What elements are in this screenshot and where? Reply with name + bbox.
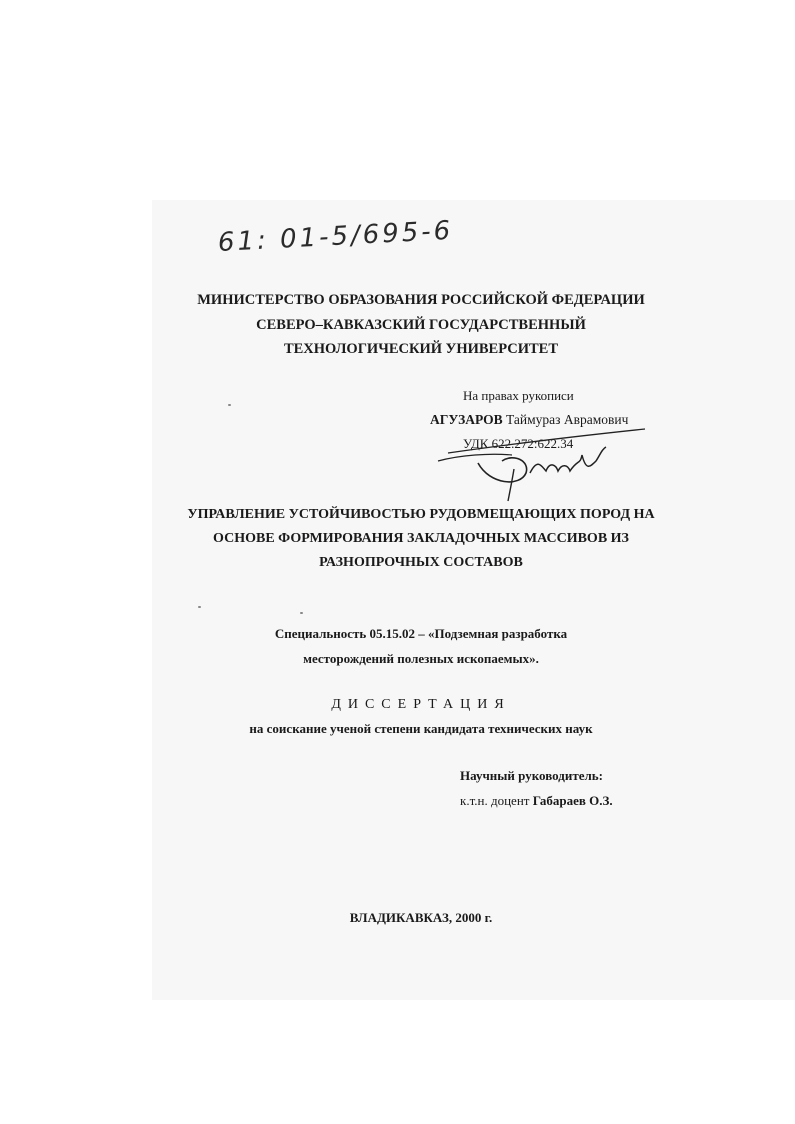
author-signature: [430, 425, 660, 515]
specialty-line2: месторождений полезных ископаемых».: [303, 651, 539, 666]
udc-code: УДК 622.272:622.34: [463, 436, 574, 451]
university-name-line1: СЕВЕРО–КАВКАЗСКИЙ ГОСУДАРСТВЕННЫЙ: [256, 317, 586, 333]
title-line1: УПРАВЛЕНИЕ УСТОЙЧИВОСТЬЮ РУДОВМЕЩАЮЩИХ ПОРОД НА: [187, 507, 655, 522]
handwritten-catalog-code: 61: 01-5/695-6: [217, 215, 454, 258]
scan-speck: [228, 404, 231, 406]
author-given-names: Таймураз Аврамович: [506, 412, 629, 427]
title-line2: ОСНОВЕ ФОРМИРОВАНИЯ ЗАКЛАДОЧНЫХ МАССИВОВ ИЗ: [213, 531, 629, 546]
title-line3: РАЗНОПРОЧНЫХ СОСТАВОВ: [319, 555, 523, 570]
dissertation-heading: ДИССЕРТАЦИЯ: [331, 697, 511, 712]
manuscript-note: На правах рукописи: [463, 388, 574, 403]
scan-speck: [198, 606, 201, 608]
dissertation-subtitle: на соискание ученой степени кандидата технических наук: [249, 721, 593, 736]
specialty-line1: Специальность 05.15.02 – «Подземная разработка: [274, 626, 568, 641]
ministry-name: МИНИСТЕРСТВО ОБРАЗОВАНИЯ РОССИЙСКОЙ ФЕДЕРАЦИИ: [197, 292, 645, 308]
author-surname: АГУЗАРОВ: [430, 412, 503, 427]
scan-speck: [300, 612, 303, 614]
advisor-label: Научный руководитель:: [460, 768, 603, 783]
advisor-degree: к.т.н. доцент: [460, 793, 530, 808]
advisor-name-line: [460, 793, 613, 809]
university-name-line2: ТЕХНОЛОГИЧЕСКИЙ УНИВЕРСИТЕТ: [283, 341, 559, 357]
advisor-name: Габараев О.З.: [532, 793, 613, 808]
city-and-year: ВЛАДИКАВКАЗ, 2000 г.: [349, 910, 493, 925]
